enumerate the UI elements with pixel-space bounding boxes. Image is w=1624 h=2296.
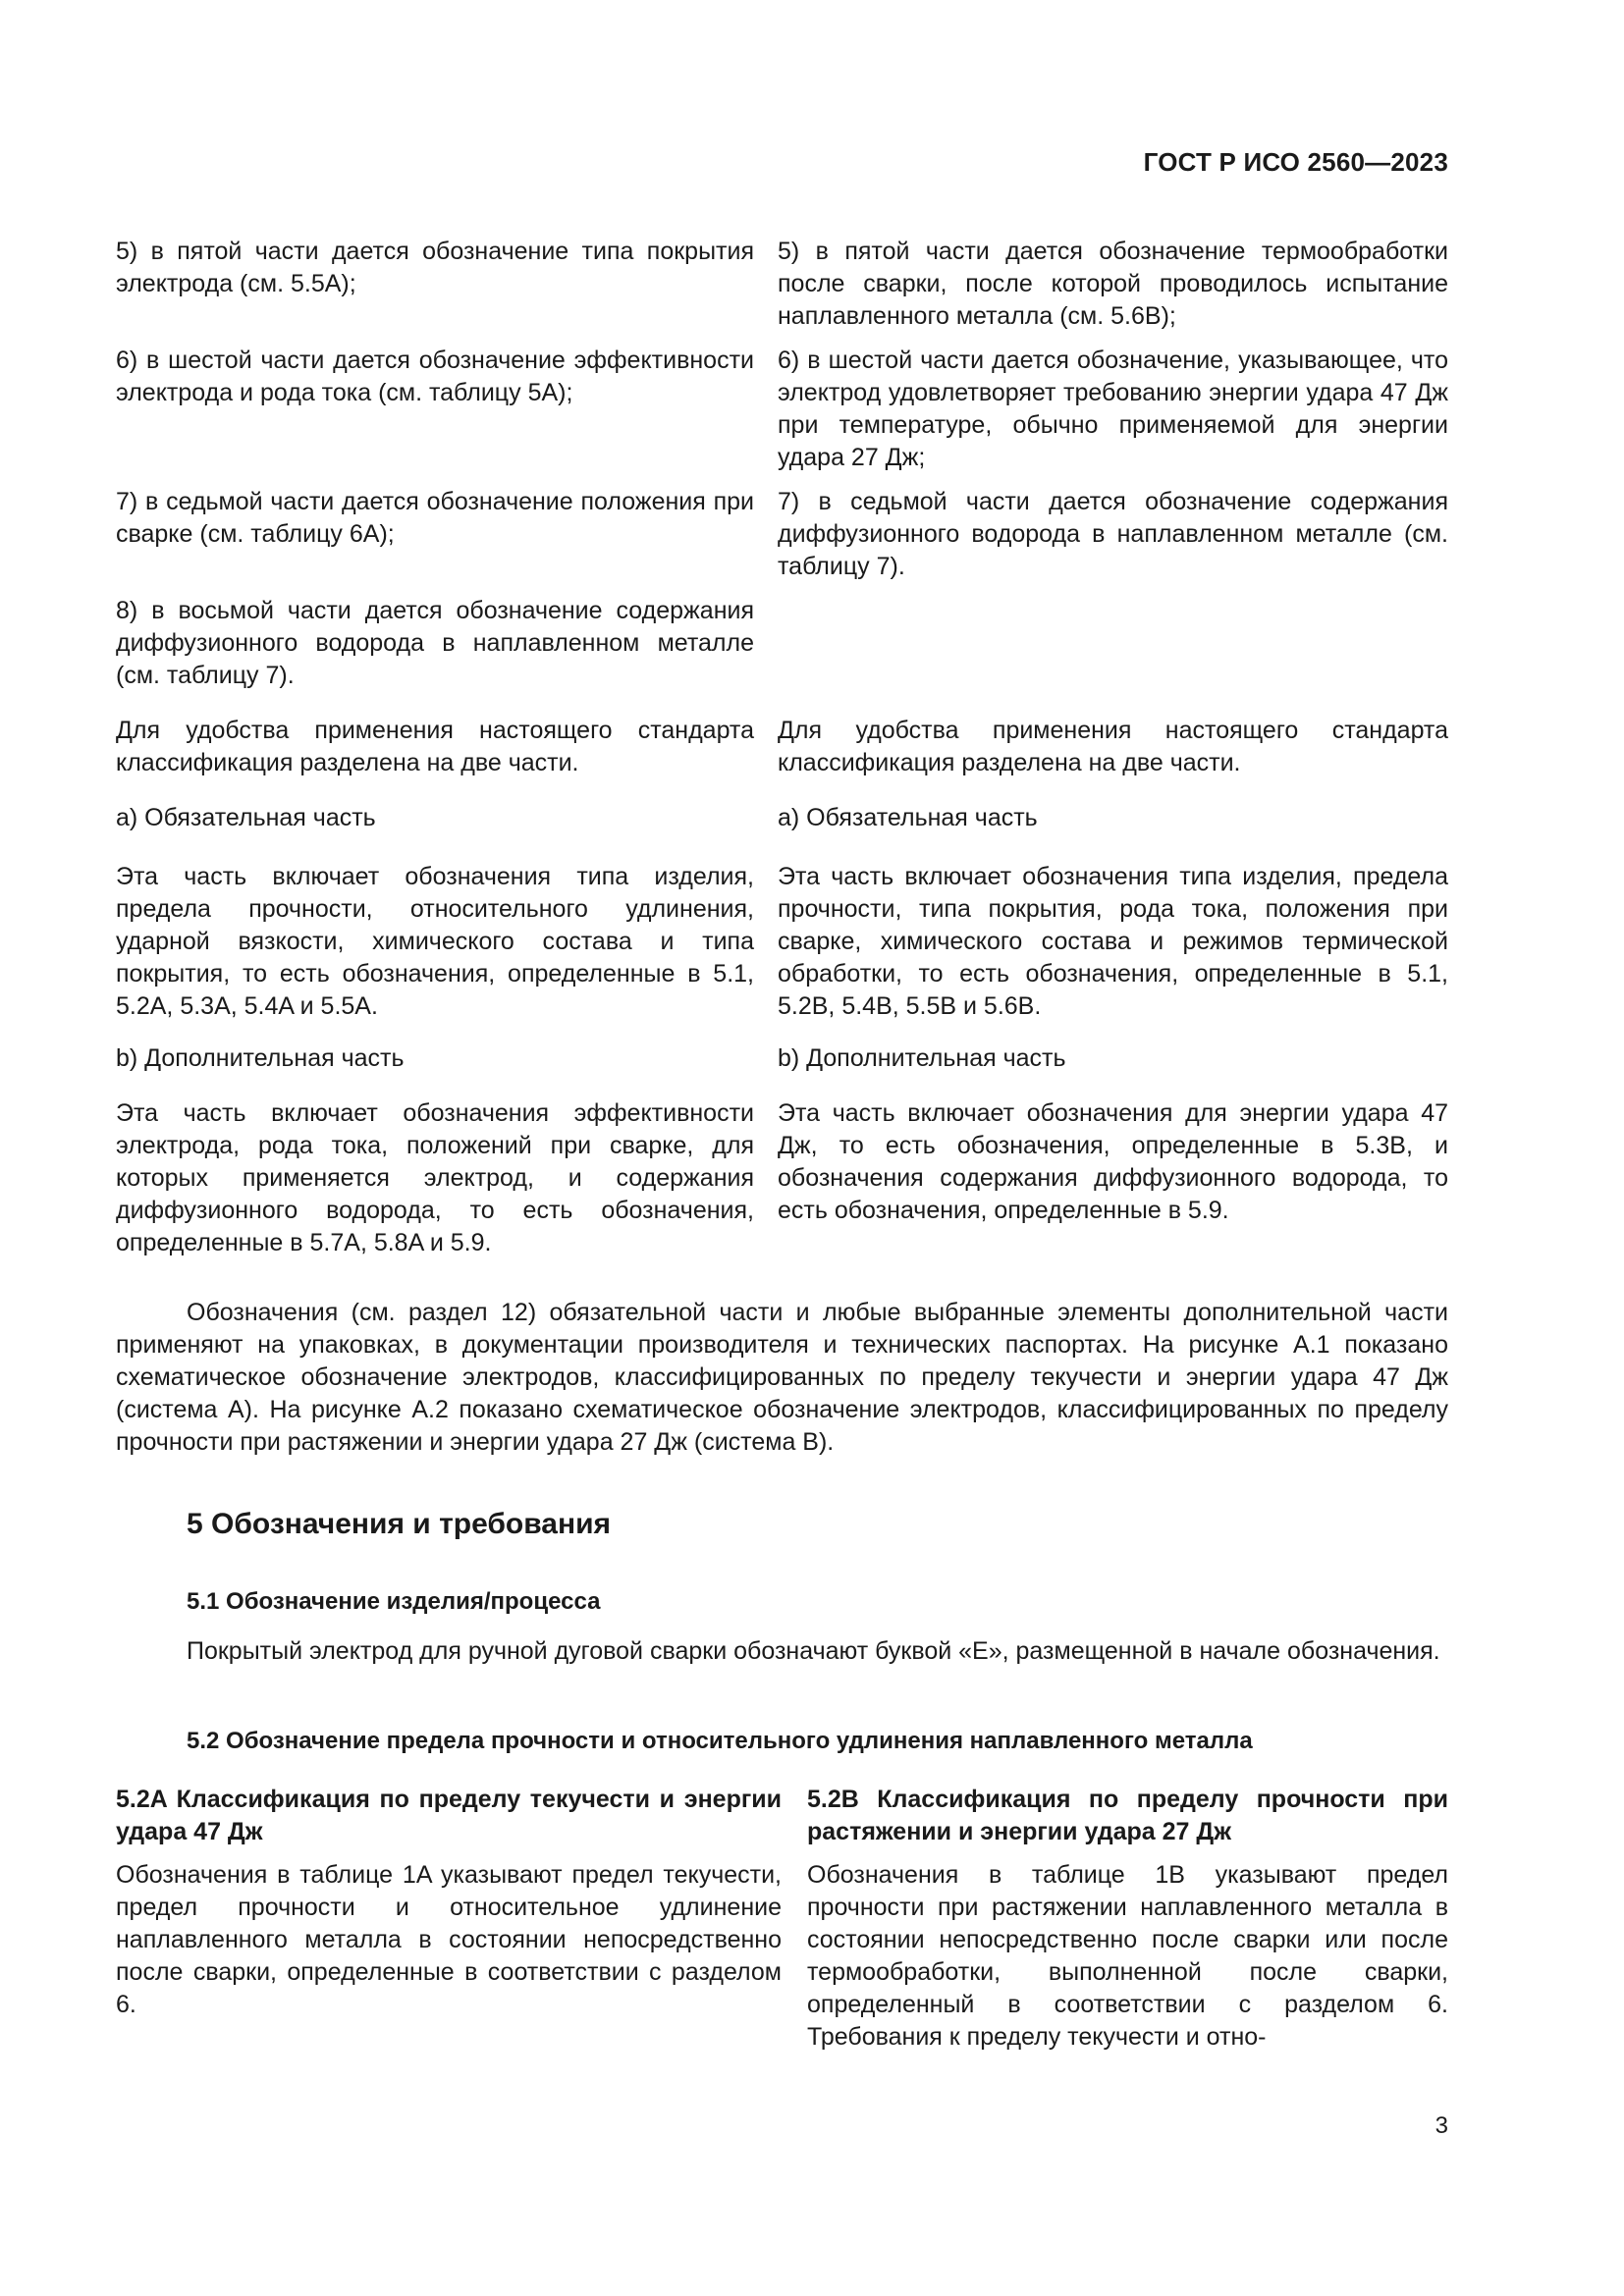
section-5-2a-title: 5.2A Классификация по пределу текучести и энергии удара 47 Дж	[116, 1786, 782, 1845]
section-5-1-title: 5.1 Обозначение изделия/процесса	[187, 1588, 601, 1615]
left-item-6: 6) в шестой части дается обозначение эффективности электрода и рода тока (см. таблицу 5A);	[116, 347, 754, 406]
section-5-1-text: Покрытый электрод для ручной дуговой сварки обозначают буквой «E», размещенной в начале обозначения.	[187, 1637, 1440, 1665]
left-optional-heading: b) Дополнительная часть	[116, 1044, 405, 1072]
left-mandatory-heading: a) Обязательная часть	[116, 804, 376, 831]
right-optional-heading: b) Дополнительная часть	[778, 1044, 1066, 1072]
section-5-2-title: 5.2 Обозначение предела прочности и относительного удлинения наплавленного металла	[187, 1728, 1253, 1754]
right-item-5: 5) в пятой части дается обозначение термообработки после сварки, после которой проводилось испытание наплавленного металла (см. 5.6B);	[778, 238, 1448, 330]
left-convenience-text: Для удобства применения настоящего стандарта классификация разделена на две части.	[116, 717, 754, 776]
section-5-title: 5 Обозначения и требования	[187, 1508, 612, 1540]
left-item-7: 7) в седьмой части дается обозначение положения при сварке (см. таблицу 6A);	[116, 488, 754, 548]
section-5-2b-title: 5.2B Классификация по пределу прочности при растяжении и энергии удара 27 Дж	[807, 1786, 1448, 1845]
right-mandatory-heading: a) Обязательная часть	[778, 804, 1038, 831]
section-5-2a-text: Обозначения в таблице 1A указывают предел текучести, предел прочности и относительное удлинение наплавленного металла в состоянии непосредственно после сварки, определенные в соответствии с разделом 6.	[116, 1861, 782, 2018]
right-convenience-text: Для удобства применения настоящего стандарта классификация разделена на две части.	[778, 717, 1448, 776]
section-5-2b-text: Обозначения в таблице 1B указывают предел прочности при растяжении наплавленного металла в состоянии непосредственно после сварки или после термообработки, выполненной после сварки, определенный в соответствии с разделом 6. Требования к пределу текучести и отно-	[807, 1861, 1448, 2051]
document-header: ГОСТ Р ИСО 2560—2023	[1143, 147, 1448, 177]
right-optional-text: Эта часть включает обозначения для энергии удара 47 Дж, то есть обозначения, определенные в 5.3B, и обозначения содержания диффузионного водорода, то есть обозначения, определенные в 5.9.	[778, 1099, 1448, 1224]
left-item-8: 8) в восьмой части дается обозначение содержания диффузионного водорода в наплавленном металле (см. таблицу 7).	[116, 597, 754, 689]
right-item-7: 7) в седьмой части дается обозначение содержания диффузионного водорода в наплавленном металле (см. таблицу 7).	[778, 488, 1448, 580]
left-mandatory-text: Эта часть включает обозначения типа изделия, предела прочности, относительного удлинения, ударной вязкости, химического состава и типа покрытия, то есть обозначения, определенные в 5.1, 5.2A, 5.3A, 5.4A и 5.5A.	[116, 863, 754, 1020]
right-item-6: 6) в шестой части дается обозначение, указывающее, что электрод удовлетворяет требованию энергии удара 47 Дж при температуре, обычно применяемой для энергии удара 27 Дж;	[778, 347, 1448, 471]
designations-paragraph: Обозначения (см. раздел 12) обязательной части и любые выбранные элементы дополнительной части применяют на упаковках, в документации производителя и технических паспортах. На рисунке A.1 показано схематическое обозначение электродов, классифицированных по пределу текучести и энергии удара 47 Дж (система A). На рисунке A.2 показано схематическое обозначение электродов, классифицированных по пределу прочности при растяжении и энергии удара 27 Дж (система B).	[116, 1299, 1448, 1456]
right-mandatory-text: Эта часть включает обозначения типа изделия, предела прочности, типа покрытия, рода тока, положения при сварке, химического состава и режимов термической обработки, то есть обозначения, определенные в 5.1, 5.2B, 5.4B, 5.5B и 5.6B.	[778, 863, 1448, 1020]
left-optional-text: Эта часть включает обозначения эффективности электрода, рода тока, положений при сварке, для которых применяется электрод, и содержания диффузионного водорода, то есть обозначения, определенные в 5.7A, 5.8A и 5.9.	[116, 1099, 754, 1256]
page-number: 3	[1435, 2112, 1448, 2139]
left-item-5: 5) в пятой части дается обозначение типа покрытия электрода (см. 5.5A);	[116, 238, 754, 297]
